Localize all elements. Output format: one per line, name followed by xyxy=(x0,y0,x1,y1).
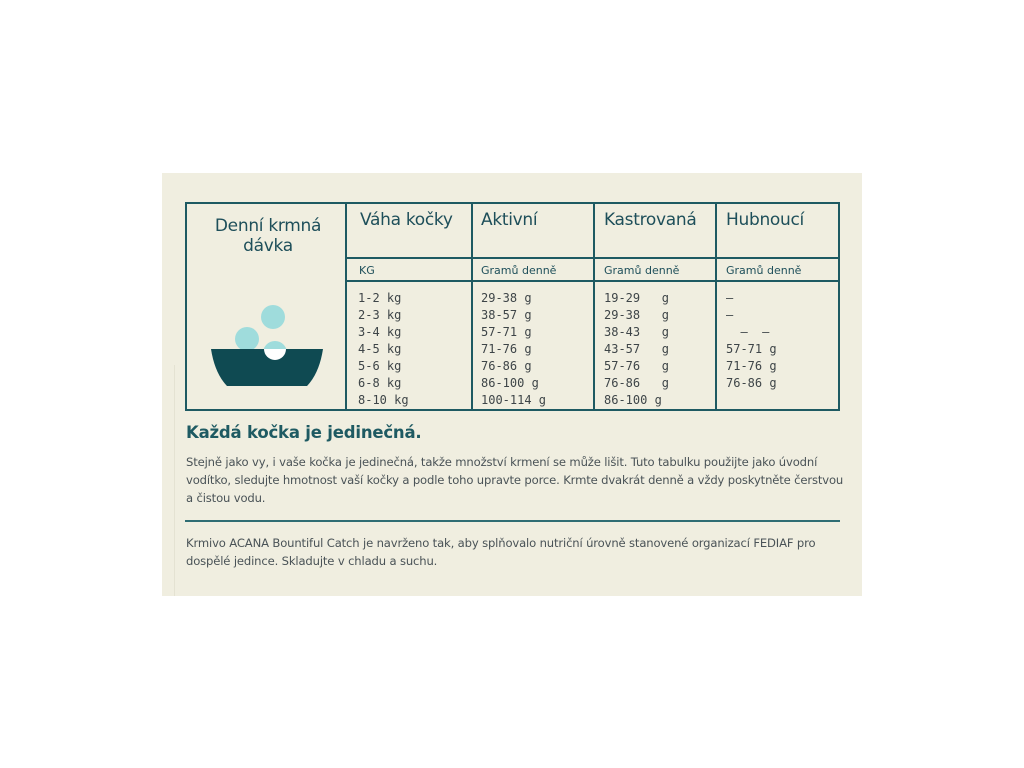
column-unit-weight-loss: Gramů denně xyxy=(726,264,802,277)
table-cell: 8-10 kg xyxy=(358,393,409,407)
panel-edge-line xyxy=(174,365,175,596)
table-cell: 29-38 g xyxy=(604,308,670,322)
weight-loss-column-values xyxy=(726,290,777,392)
column-unit-weight: KG xyxy=(359,264,375,277)
table-cell: 76-86 g xyxy=(481,359,532,373)
section-divider xyxy=(185,520,840,522)
column-unit-active: Gramů denně xyxy=(481,264,557,277)
table-cell: 57-76 g xyxy=(604,359,670,373)
table-cell: 86-100 g xyxy=(604,393,662,407)
table-divider xyxy=(715,204,717,409)
column-header-weight-loss: Hubnoucí xyxy=(726,210,804,230)
feeding-table xyxy=(185,202,840,411)
table-cell: 57-71 g xyxy=(726,342,777,356)
table-cell: 29-38 g xyxy=(481,291,532,305)
table-cell: 57-71 g xyxy=(481,325,532,339)
table-cell: 76-86 g xyxy=(604,376,670,390)
table-cell: 19-29 g xyxy=(604,291,670,305)
column-header-neutered: Kastrovaná xyxy=(604,210,697,230)
table-cell: 38-43 g xyxy=(604,325,670,339)
neutered-column-values xyxy=(604,290,669,409)
table-cell: 71-76 g xyxy=(481,342,532,356)
table-cell: 76-86 g xyxy=(726,376,777,390)
table-cell: 71-76 g xyxy=(726,359,777,373)
column-unit-neutered: Gramů denně xyxy=(604,264,680,277)
table-cell: 86-100 g xyxy=(481,376,539,390)
bowl-with-food-icon xyxy=(211,274,323,391)
table-title: Denní krmná dávka xyxy=(214,216,322,256)
column-header-weight: Váha kočky xyxy=(360,210,453,230)
feeding-guide-panel xyxy=(162,173,862,596)
table-cell: 3-4 kg xyxy=(358,325,402,339)
table-divider xyxy=(345,204,347,409)
table-divider xyxy=(345,280,838,282)
table-divider xyxy=(471,204,473,409)
column-header-active: Aktivní xyxy=(481,210,538,230)
table-cell: — — xyxy=(726,325,770,339)
table-cell: 43-57 g xyxy=(604,342,670,356)
table-cell: 1-2 kg xyxy=(358,291,402,305)
table-cell: 2-3 kg xyxy=(358,308,402,322)
table-cell: 4-5 kg xyxy=(358,342,402,356)
table-divider xyxy=(593,204,595,409)
table-cell: 6-8 kg xyxy=(358,376,402,390)
feeding-advice-text: Stejně jako vy, i vaše kočka je jedinečná, takže množství krmení se může lišit. Tuto tabulku použijte jako úvodní vodítko, sledujte hmotnost vaší kočky a podle toho upravte porce. Krmte dvakrát denně a vždy poskytněte čerstvou a čistou vodu. xyxy=(186,455,844,505)
table-cell: — xyxy=(726,308,734,322)
table-cell: — xyxy=(726,291,734,305)
table-cell: 38-57 g xyxy=(481,308,532,322)
section-heading: Každá kočka je jedinečná. xyxy=(186,423,422,442)
weight-column-values xyxy=(358,290,409,409)
active-column-values xyxy=(481,290,546,409)
table-cell: 100-114 g xyxy=(481,393,547,407)
table-divider xyxy=(345,257,838,259)
product-info-text: Krmivo ACANA Bountiful Catch je navrženo tak, aby splňovalo nutriční úrovně stanovené organizací FEDIAF pro dospělé jedince. Skladujte v chladu a suchu. xyxy=(186,536,816,568)
table-cell: 5-6 kg xyxy=(358,359,402,373)
